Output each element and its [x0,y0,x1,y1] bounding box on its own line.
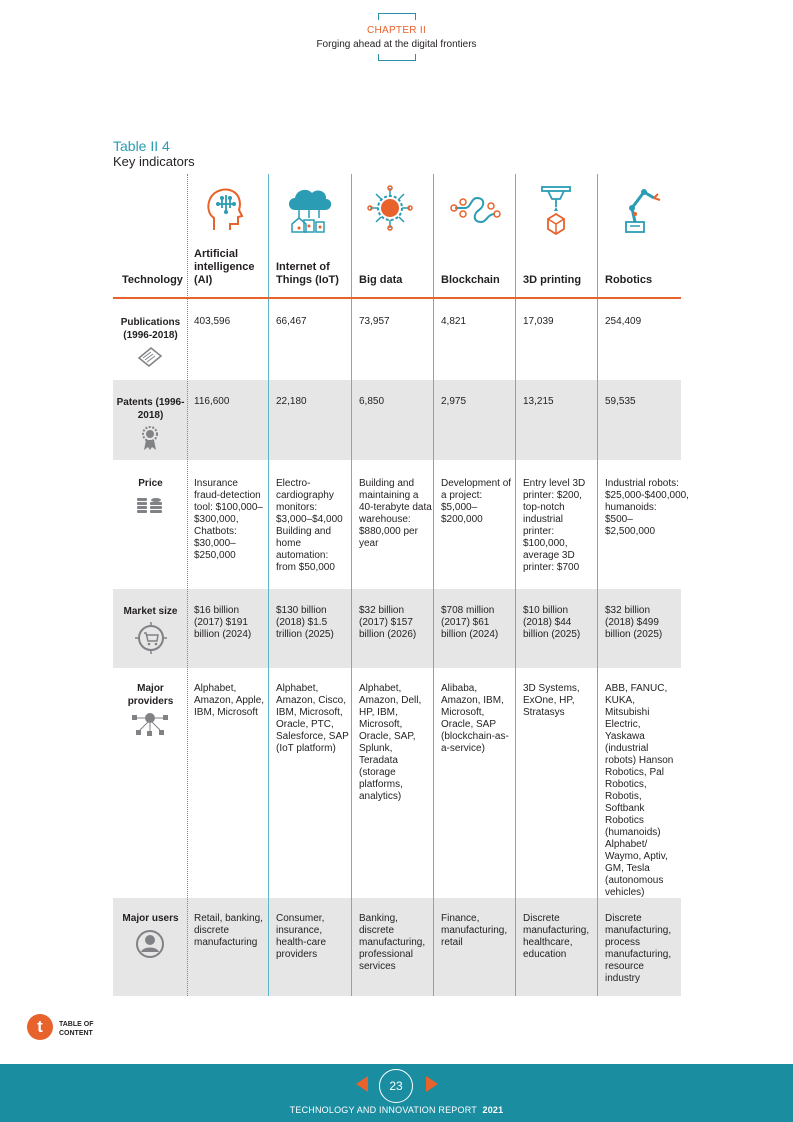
cell-price-3d: Entry level 3D printer: $200, top-notch industrial printer: $100,000, average 3D printer: $700 [523,478,586,573]
cell-price-blockchain: Development of a project: $5,000–$200,000 [441,478,512,525]
cell-patents-blockchain: 2,975 [441,396,467,407]
row-label-price: Price [138,478,163,489]
cell-price-ai: Insurance fraud-detection tool: $100,000–$300,000, Chatbots: $30,000–$250,000 [194,478,263,561]
row-bg-patents [113,380,681,460]
blockchain-icon [449,188,503,232]
cell-providers-blockchain: Alibaba, Amazon, IBM, Microsoft, Oracle, SAP (blockchain-as-a-service) [441,683,509,754]
cell-providers-ai: Alphabet, Amazon, Apple, IBM, Microsoft [194,683,265,718]
cell-patents-iot: 22,180 [276,396,307,407]
row-label-publications: Publications (1996-2018) [120,317,181,341]
cell-market-ai: $16 billion (2017) $191 billion (2024) [194,605,252,640]
cell-providers-robotics: ABB, FANUC, KUKA, Mitsubishi Electric, Yaskawa (industrial robots) Hanson Robotics, Pal Robotics, Robotis, Softbank Robotics (humanoids) Alphabet/ Waymo, Aptiv, GM, Tesla (autonomous vehicles) [605,683,674,898]
cell-market-3d: $10 billion (2018) $44 billion (2025) [523,605,581,640]
toc-label-line-1: TABLE OF [59,1021,94,1028]
cell-users-bigdata: Banking, discrete manufacturing, professional services [359,913,426,972]
chapter-subtitle: Forging ahead at the digital frontiers [316,39,477,50]
cell-users-ai: Retail, banking, discrete manufacturing [194,913,263,948]
cell-patents-bigdata: 6,850 [359,396,385,407]
robot-arm-icon [620,184,664,234]
cell-publications-iot: 66,467 [276,316,307,327]
cell-users-3d: Discrete manufacturing, healthcare, education [523,913,590,960]
chapter-bracket-bottom [378,54,416,61]
cell-publications-robotics: 254,409 [605,316,642,327]
header-iot: Internet of Things (IoT) [276,261,339,286]
cell-market-blockchain: $708 million (2017) $61 billion (2024) [441,605,499,640]
header-big-data: Big data [359,274,403,286]
footer-report-title [0,1105,793,1115]
toc-logo-icon: t [27,1014,53,1040]
cell-publications-bigdata: 73,957 [359,316,390,327]
toc-label [59,1020,93,1038]
header-rule [113,297,681,299]
cell-patents-ai: 116,600 [194,396,230,407]
cell-publications-ai: 403,596 [194,316,231,327]
cell-price-robotics: Industrial robots: $25,000-$400,000, humanoids: $500–$2,500,000 [605,478,689,537]
toc-label-line-2: CONTENT [59,1030,93,1037]
row-label-market-size: Market size [123,606,178,617]
cell-publications-3d: 17,039 [523,316,554,327]
cell-patents-3d: 13,215 [523,396,554,407]
cell-price-iot: Electro-cardiography monitors: $3,000–$4,000 Building and home automation: from $50,000 [276,478,343,573]
cell-users-robotics: Discrete manufacturing, process manufacturing, resource industry [605,913,672,984]
cell-market-robotics: $32 billion (2018) $499 billion (2025) [605,605,663,640]
header-technology: Technology [122,274,183,286]
next-page-icon[interactable] [426,1076,438,1092]
ai-head-icon [204,184,246,234]
cell-market-bigdata: $32 billion (2017) $157 billion (2026) [359,605,417,640]
big-data-chip-icon [366,184,414,232]
cell-price-bigdata: Building and maintaining a 40-terabyte data warehouse: $880,000 per year [359,478,432,549]
chapter-label: CHAPTER II [366,25,427,36]
3d-printer-icon [538,185,574,235]
network-icon [130,710,170,738]
row-label-major-providers: Major providers [127,683,174,707]
header-blockchain: Blockchain [441,274,500,286]
cell-users-blockchain: Finance, manufacturing, retail [441,913,508,948]
table-subtitle: Key indicators [113,154,195,169]
patent-badge-icon [140,425,160,451]
cell-market-iot: $130 billion (2018) $1.5 trillion (2025) [276,605,334,640]
header-robotics: Robotics [605,274,653,286]
cell-providers-iot: Alphabet, Amazon, Cisco, IBM, Microsoft, Oracle, PTC, Salesforce, SAP (IoT platform) [276,683,349,754]
row-label-patents: Patents (1996-2018) [116,397,185,421]
cell-providers-bigdata: Alphabet, Amazon, Dell, HP, IBM, Microsoft, Oracle, SAP, Splunk, Teradata (storage platforms, analytics) [359,683,422,802]
iot-cloud-icon [283,184,335,234]
cell-providers-3d: 3D Systems, ExOne, HP, Stratasys [523,683,580,718]
publications-icon [137,344,163,368]
user-icon [135,929,165,959]
coins-icon [136,494,164,516]
table-title: Table II 4 [113,138,170,154]
chapter-bracket-top [378,13,416,20]
page-number: 23 [379,1069,413,1103]
table-of-content-link[interactable] [27,1014,117,1044]
cell-users-iot: Consumer, insurance, health-care providers [276,913,327,960]
row-label-major-users: Major users [122,913,179,924]
page-footer [0,1064,793,1122]
header-3d-printing: 3D printing [523,274,582,286]
footer-report-name: TECHNOLOGY AND INNOVATION REPORT [289,1105,477,1115]
market-cart-icon [135,622,167,654]
chapter-header [0,0,793,70]
footer-report-year: 2021 [482,1105,504,1115]
previous-page-icon[interactable] [356,1076,368,1092]
cell-patents-robotics: 59,535 [605,396,636,407]
header-ai: Artificial intelligence (AI) [194,248,255,286]
cell-publications-blockchain: 4,821 [441,316,467,327]
